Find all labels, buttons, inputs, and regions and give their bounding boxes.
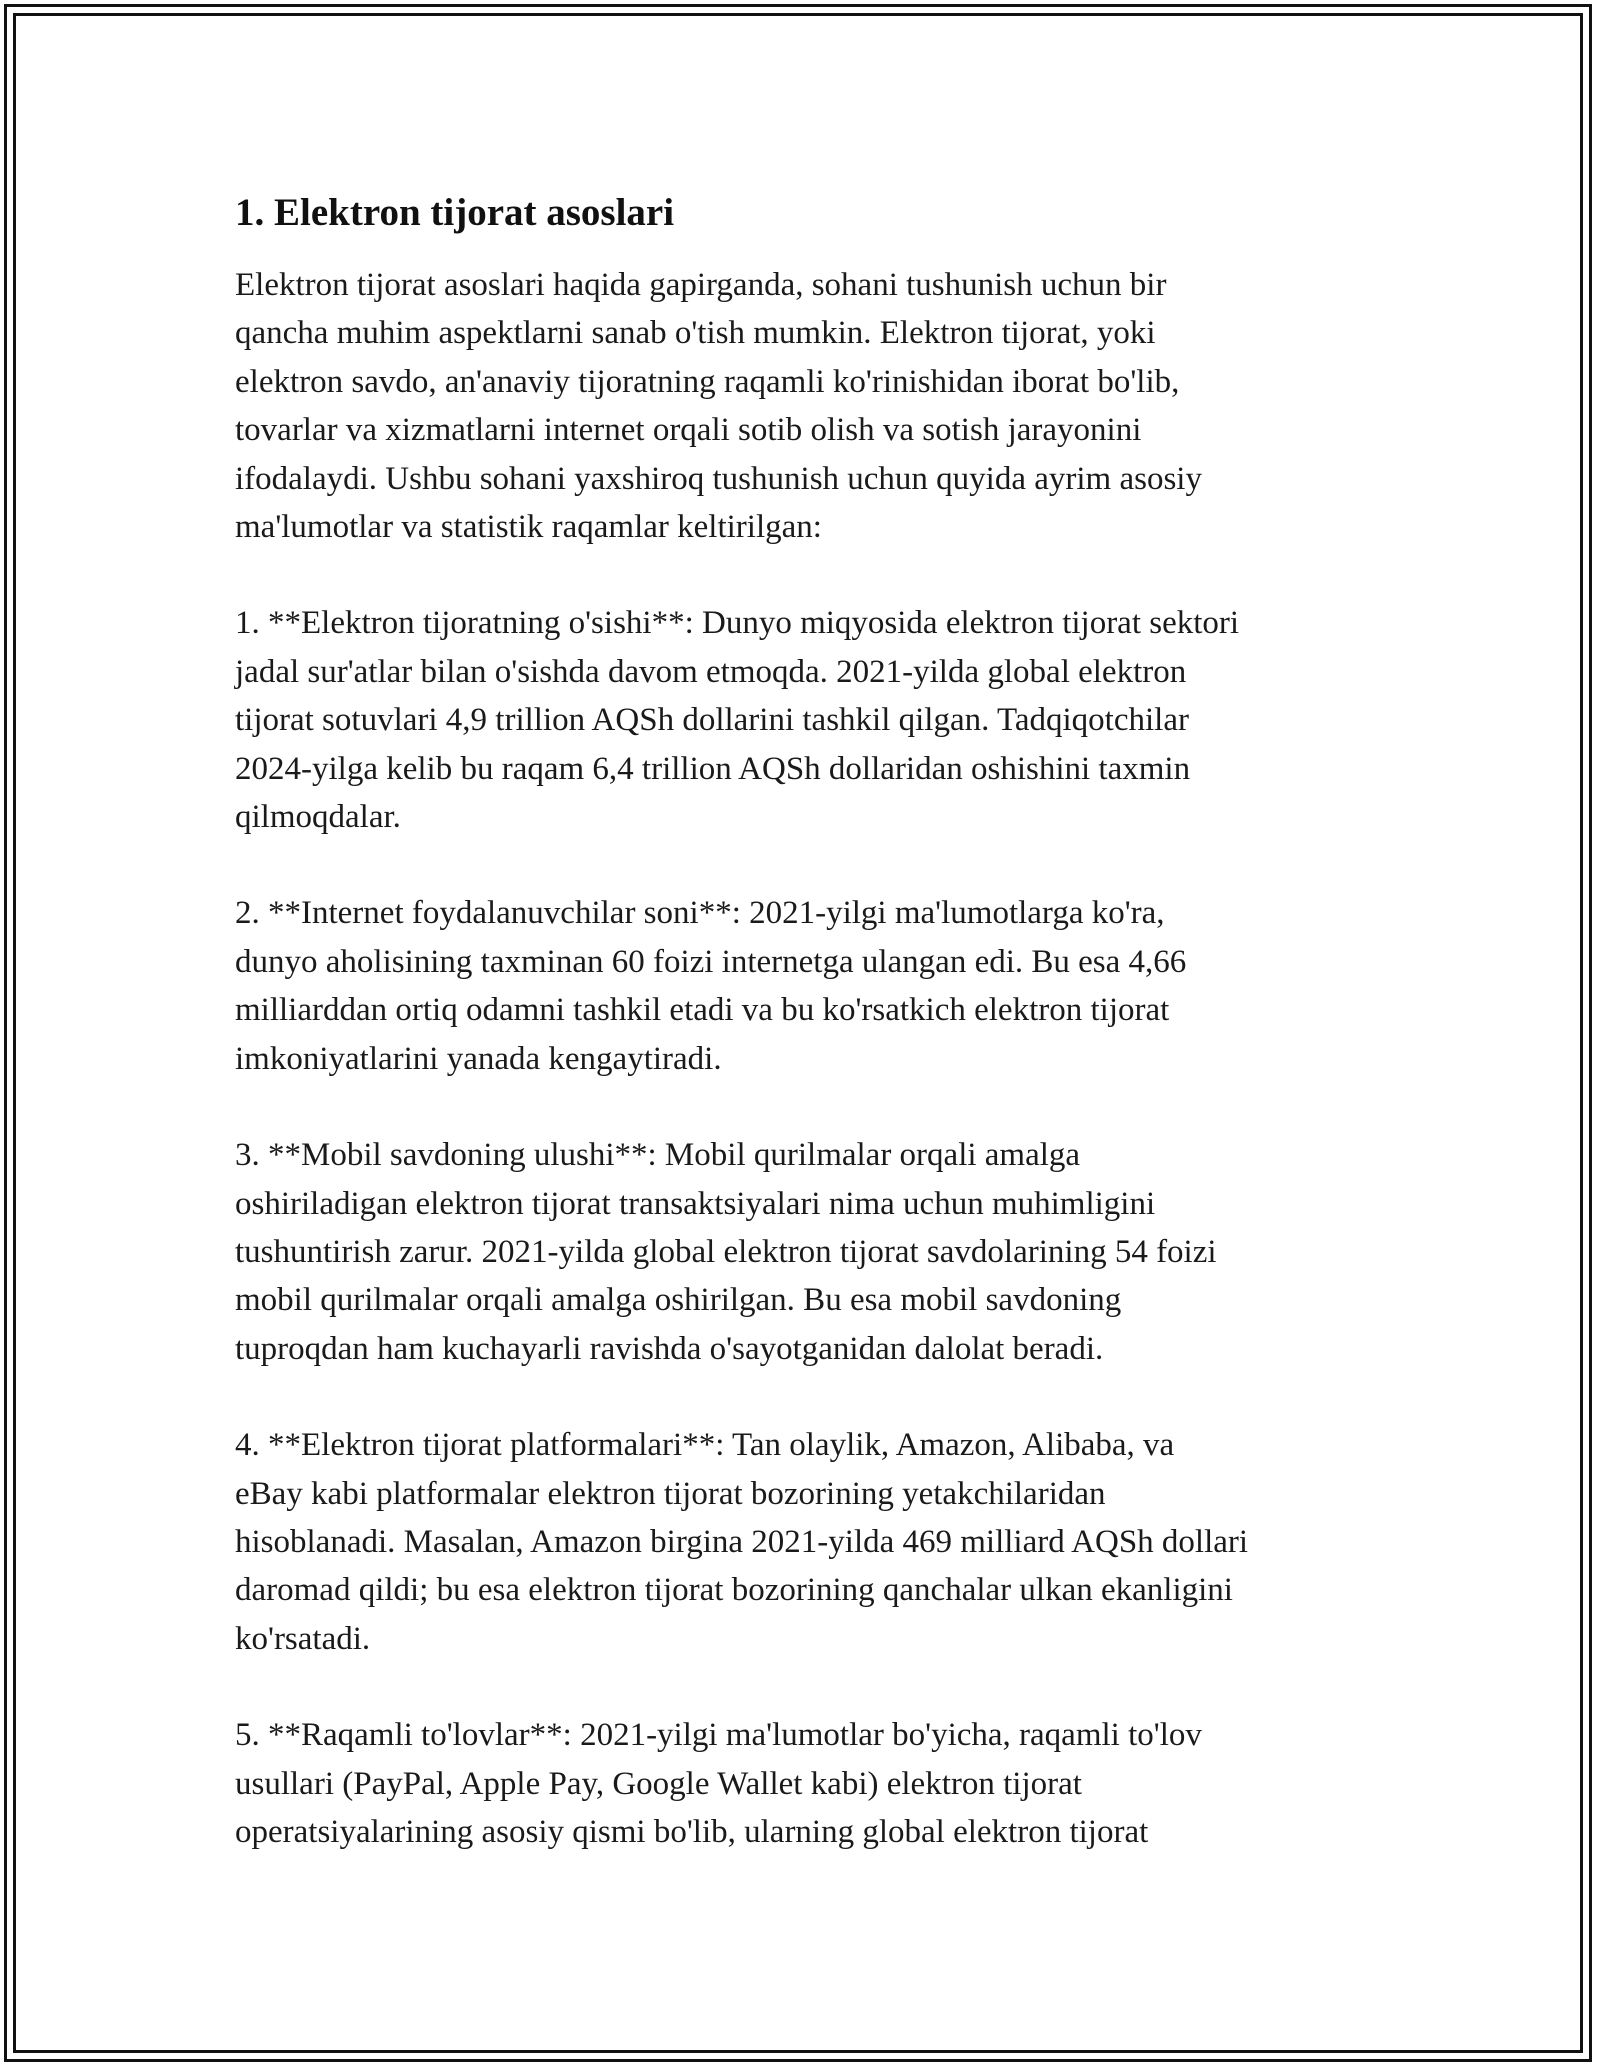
point-3-paragraph: 3. **Mobil savdoning ulushi**: Mobil qurilmalar orqali amalga oshiriladigan elektron tijorat transaktsiyalari nima uchun muhimligini tushuntirish zarur. 2021-yilda global elektron tijorat savdolarining 54 foizi mobil qurilmalar orqali amalga oshirilgan. Bu esa mobil savdoning tuproqdan ham kuchayarli ravishda o'sayotganidan dalolat beradi. — [235, 1137, 1217, 1367]
point-1-paragraph: 1. **Elektron tijoratning o'sishi**: Dunyo miqyosida elektron tijorat sektori jadal sur'atlar bilan o'sishda davom etmoqda. 2021-yilda global elektron tijorat sotuvlari 4,9 trillion AQSh dollarini tashkil qilgan. Tadqiqotchilar 2024-yilga kelib bu raqam 6,4 trillion AQSh dollaridan oshishini taxmin qilmoqdalar. — [235, 605, 1240, 836]
document-body — [235, 185, 1385, 1904]
intro-paragraph: Elektron tijorat asoslari haqida gapirganda, sohani tushunish uchun bir qancha muhim aspektlarni sanab o'tish mumkin. Elektron tijorat, yoki elektron savdo, an'anaviy tijoratning raqamli ko'rinishidan iborat bo'lib, tovarlar va xizmatlarni internet orqali sotib olish va sotish jarayonini ifodalaydi. Ushbu sohani yaxshiroq tushunish uchun quyida ayrim asosiy ma'lumotlar va statistik raqamlar keltirilgan: — [235, 267, 1202, 546]
point-2-paragraph: 2. **Internet foydalanuvchilar soni**: 2021-yilgi ma'lumotlarga ko'ra, dunyo aholisining taxminan 60 foizi internetga ulangan edi. Bu esa 4,66 milliarddan ortiq odamni tashkil etadi va bu ko'rsatkich elektron tijorat imkoniyatlarini yanada kengaytiradi. — [235, 895, 1187, 1077]
point-5-paragraph: 5. **Raqamli to'lovlar**: 2021-yilgi ma'lumotlar bo'yicha, raqamli to'lov usullari (PayPal, Apple Pay, Google Wallet kabi) elektron tijorat operatsiyalarining asosiy qismi bo'lib, ularning global elektron tijorat — [235, 1717, 1202, 1850]
point-4-paragraph: 4. **Elektron tijorat platformalari**: Tan olaylik, Amazon, Alibaba, va eBay kabi platformalar elektron tijorat bozorining yetakchilaridan hisoblanadi. Masalan, Amazon birgina 2021-yilda 469 milliard AQSh dollari daromad qildi; bu esa elektron tijorat bozorining qanchalar ulkan ekanligini ko'rsatadi. — [235, 1427, 1249, 1657]
section-heading: 1. Elektron tijorat asoslari — [235, 191, 675, 234]
